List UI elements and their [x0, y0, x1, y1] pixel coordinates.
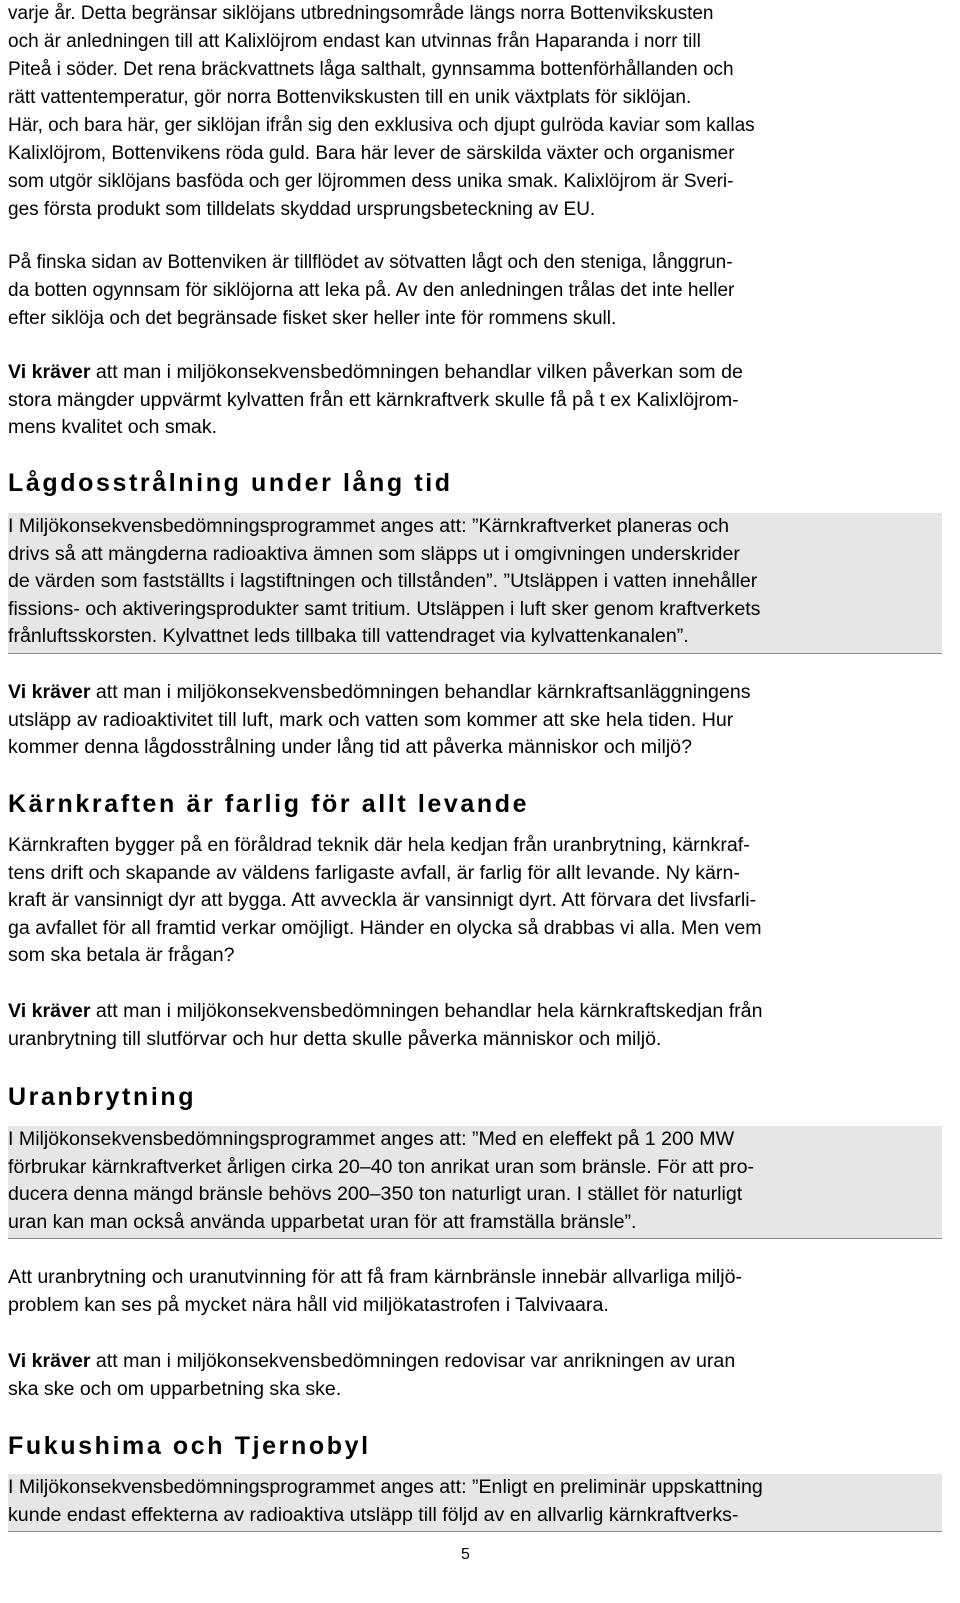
text-run: att man i miljökonsekvensbedömningen behandlar vilken påverkan som de — [90, 361, 743, 383]
text-line: förbrukar kärnkraftverket årligen cirka 20–40 ton anrikat uran som bränsle. För att pro- — [8, 1155, 754, 1178]
quote-box-lagdos — [8, 513, 942, 654]
demand-label: Vi kräver — [8, 681, 91, 703]
section-heading-farlig: Kärnkraften är farlig för allt levande — [8, 790, 530, 818]
text-line: kommer denna lågdosstrålning under lång tid att påverka människor och miljö? — [8, 736, 692, 758]
text-run: att man i miljökonsekvensbedömningen behandlar kärnkraftsanläggningens — [90, 681, 751, 703]
text-line: de värden som fastställts i lagstiftningen och tillstånden”. ”Utsläppen i vatten innehåller — [8, 570, 758, 592]
text-line: utsläpp av radioaktivitet till luft, mark och vatten som kommer att ske hela tiden. Hur — [8, 708, 734, 731]
section-heading-lagdos: Lågdosstrålning under lång tid — [8, 469, 453, 497]
text-line: efter siklöja och det begränsade fisket sker heller inte för rommens skull. — [8, 308, 617, 329]
text-line: da botten ogynnsam för siklöjorna att leka på. Av den anledningen trålas det inte heller — [8, 280, 735, 301]
text-line: som ska betala är frågan? — [8, 944, 235, 966]
text-line: kunde endast effekterna av radioaktiva utsläpp till följd av en allvarlig kärnkraftverks- — [8, 1503, 739, 1526]
text-line: varje år. Detta begränsar siklöjans utbredningsområde längs norra Bottenvikskusten — [8, 3, 714, 24]
text-line: uranbrytning till slutförvar och hur detta skulle påverka människor och miljö. — [8, 1027, 662, 1050]
text-line: Kärnkraften bygger på en föråldrad teknik där hela kedjan från uranbrytning, kärnkraf- — [8, 834, 750, 856]
quote-box-fukushima — [8, 1474, 942, 1532]
text-line: frånluftsskorsten. Kylvattnet leds tillbaka till vattendraget via kylvattenkanalen”. — [8, 625, 689, 647]
demand-paragraph-3 — [8, 998, 942, 1053]
text-line: och är anledningen till att Kalixlöjrom endast kan utvinnas från Haparanda i norr till — [8, 31, 701, 52]
demand-label: Vi kräver — [8, 361, 91, 383]
section-heading-fukushima: Fukushima och Tjernobyl — [8, 1432, 371, 1460]
demand-label: Vi kräver — [8, 1350, 91, 1372]
quote-box-uran — [8, 1126, 942, 1239]
text-line — [8, 998, 942, 1026]
demand-paragraph-1 — [8, 359, 942, 442]
text-line: I Miljökonsekvensbedömningsprogrammet anges att: ”Kärnkraftverket planeras och — [8, 515, 729, 537]
text-line: drivs så att mängderna radioaktiva ämnen som släpps ut i omgivningen underskrider — [8, 542, 740, 565]
text-line: Piteå i söder. Det rena bräckvattnets låga salthalt, gynnsamma bottenförhållanden och — [8, 59, 734, 80]
intro-paragraph — [8, 0, 942, 224]
text-line: rätt vattentemperatur, gör norra Bottenvikskusten till en unik växtplats för siklöjan. — [8, 87, 692, 108]
text-run: att man i miljökonsekvensbedömningen behandlar hela kärnkraftskedjan från — [90, 1000, 763, 1022]
text-line: ga avfallet för all framtid verkar omöjligt. Händer en olycka så drabbas vi alla. Men vem — [8, 916, 762, 939]
text-line: ges första produkt som tilldelats skyddad ursprungsbeteckning av EU. — [8, 199, 596, 220]
text-line: tens drift och skapande av väldens farligaste avfall, är farlig för allt levande. Ny kärn- — [8, 861, 740, 884]
text-line: kraft är vansinnigt dyr att bygga. Att avveckla är vansinnigt dyrt. Att förvara det livsfarli- — [8, 889, 757, 911]
uran-paragraph — [8, 1264, 942, 1319]
text-line — [8, 1348, 942, 1376]
section-heading-uran: Uranbrytning — [8, 1083, 197, 1111]
text-line: ska ske och om upparbetning ska ske. — [8, 1377, 342, 1400]
text-line: problem kan ses på mycket nära håll vid miljökatastrofen i Talvivaara. — [8, 1293, 609, 1316]
text-line: uran kan man också använda upparbetat uran för att framställa bränsle”. — [8, 1210, 637, 1233]
text-line: I Miljökonsekvensbedömningsprogrammet anges att: ”Med en eleffekt på 1 200 MW — [8, 1128, 735, 1150]
text-run: att man i miljökonsekvensbedömningen redovisar var anrikningen av uran — [90, 1350, 736, 1372]
demand-label: Vi kräver — [8, 1000, 91, 1022]
text-line: Kalixlöjrom, Bottenvikens röda guld. Bara här lever de särskilda växter och organismer — [8, 143, 735, 164]
text-line: Här, och bara här, ger siklöjan ifrån sig den exklusiva och djupt gulröda kaviar som kallas — [8, 115, 755, 136]
farlig-paragraph — [8, 832, 942, 970]
text-line: I Miljökonsekvensbedömningsprogrammet anges att: ”Enligt en preliminär uppskattning — [8, 1476, 763, 1498]
page-number: 5 — [461, 1546, 470, 1563]
text-line: ducera denna mängd bränsle behövs 200–350 ton naturligt uran. I stället för naturligt — [8, 1183, 743, 1205]
text-line: Att uranbrytning och uranutvinning för att få fram kärnbränsle innebär allvarliga miljö- — [8, 1266, 743, 1288]
text-line: som utgör siklöjans basföda och ger löjrommen dess unika smak. Kalixlöjrom är Sveri- — [8, 171, 734, 192]
text-line — [8, 679, 942, 707]
text-line: stora mängder uppvärmt kylvatten från ett kärnkraftverk skulle få på t ex Kalixlöjrom- — [8, 388, 739, 411]
text-line: mens kvalitet och smak. — [8, 416, 218, 438]
demand-paragraph-4 — [8, 1348, 942, 1403]
demand-paragraph-2 — [8, 679, 942, 762]
text-line: fissions- och aktiveringsprodukter samt tritium. Utsläppen i luft sker genom kraftverkets — [8, 597, 761, 620]
finska-paragraph — [8, 249, 942, 333]
text-line — [8, 359, 942, 387]
text-line: På finska sidan av Bottenviken är tillflödet av sötvatten lågt och den steniga, långgrun- — [8, 252, 733, 273]
